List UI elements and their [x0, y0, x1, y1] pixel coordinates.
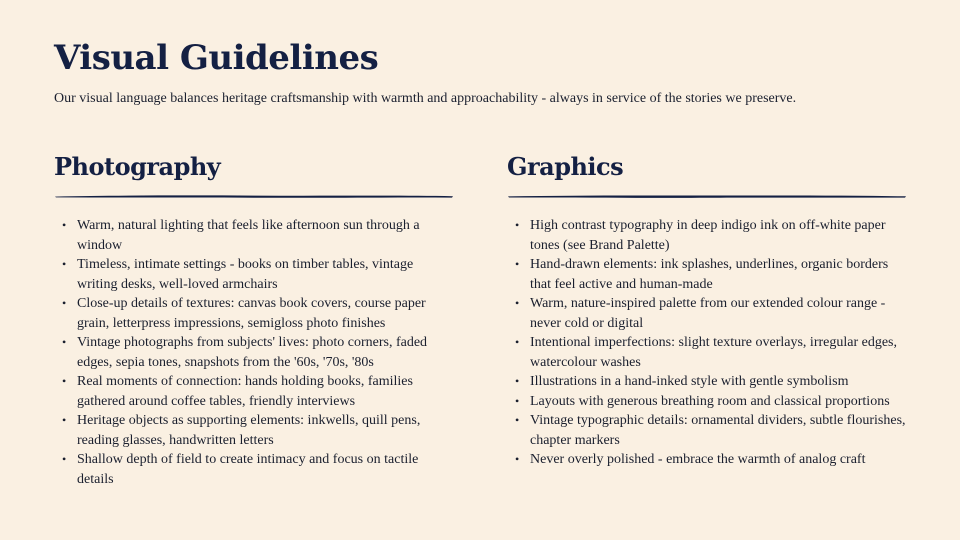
list-item [54, 333, 454, 372]
list-item-text: Real moments of connection: hands holding books, families gathered around coffee tables, friendly interviews [77, 374, 413, 409]
list-item-text: Vintage typographic details: ornamental dividers, subtle flourishes, chapter markers [530, 413, 906, 448]
bullet-icon: • [62, 335, 67, 349]
bullet-icon: • [62, 413, 67, 427]
bullet-icon: • [515, 452, 520, 466]
photography-list [54, 216, 454, 489]
list-item-text: Close-up details of textures: canvas book covers, course paper grain, letterpress impressions, semigloss photo finishes [77, 296, 426, 331]
list-item-text: Warm, nature-inspired palette from our extended colour range - never cold or digital [530, 296, 886, 331]
bullet-icon: • [515, 218, 520, 232]
photography-heading: Photography [54, 152, 221, 181]
list-item-text: Heritage objects as supporting elements: inkwells, quill pens, reading glasses, handwritten letters [77, 413, 421, 448]
list-item-text: Layouts with generous breathing room and classical proportions [530, 393, 890, 409]
list-item [507, 294, 907, 333]
list-item [507, 255, 907, 294]
list-item-text: Warm, natural lighting that feels like afternoon sun through a window [77, 218, 420, 253]
bullet-icon: • [62, 218, 67, 232]
list-item-text: High contrast typography in deep indigo ink on off-white paper tones (see Brand Palette) [530, 218, 886, 253]
brush-underline [54, 192, 454, 200]
list-item [54, 411, 454, 450]
bullet-icon: • [62, 374, 67, 388]
list-item [507, 216, 907, 255]
list-item [54, 450, 454, 489]
list-item [507, 392, 907, 412]
bullet-icon: • [515, 257, 520, 271]
list-item-text: Timeless, intimate settings - books on timber tables, vintage writing desks, well-loved armchairs [77, 257, 414, 292]
list-item [507, 450, 907, 470]
list-item-text: Never overly polished - embrace the warmth of analog craft [530, 452, 866, 467]
list-item [54, 294, 454, 333]
list-item-text: Illustrations in a hand-inked style with gentle symbolism [530, 374, 849, 389]
bullet-icon: • [62, 296, 67, 310]
list-item-text: Intentional imperfections: slight texture overlays, irregular edges, watercolour washes [530, 335, 897, 370]
list-item [54, 216, 454, 255]
bullet-icon: • [62, 452, 67, 466]
list-item [507, 411, 907, 450]
list-item [507, 372, 907, 392]
graphics-column [507, 148, 907, 470]
list-item [54, 255, 454, 294]
bullet-icon: • [62, 257, 67, 271]
bullet-icon: • [515, 393, 520, 408]
slide-subtitle: Our visual language balances heritage craftsmanship with warmth and approachability - always in service of the stories we preserve. [54, 91, 797, 106]
photography-column [54, 148, 454, 489]
bullet-icon: • [515, 374, 520, 388]
bullet-icon: • [515, 296, 520, 310]
slide-title: Visual Guidelines [54, 38, 379, 78]
graphics-list [507, 216, 907, 470]
graphics-heading: Graphics [507, 152, 624, 181]
bullet-icon: • [515, 413, 520, 427]
list-item-text: Hand-drawn elements: ink splashes, underlines, organic borders that feel active and human-made [530, 257, 889, 292]
list-item-text: Shallow depth of field to create intimacy and focus on tactile details [77, 452, 419, 487]
list-item-text: Vintage photographs from subjects' lives: photo corners, faded edges, sepia tones, snapshots from the '60s, '70s, '80s [77, 335, 428, 370]
list-item [54, 372, 454, 411]
brush-underline [507, 192, 907, 200]
bullet-icon: • [515, 335, 520, 349]
list-item [507, 333, 907, 372]
